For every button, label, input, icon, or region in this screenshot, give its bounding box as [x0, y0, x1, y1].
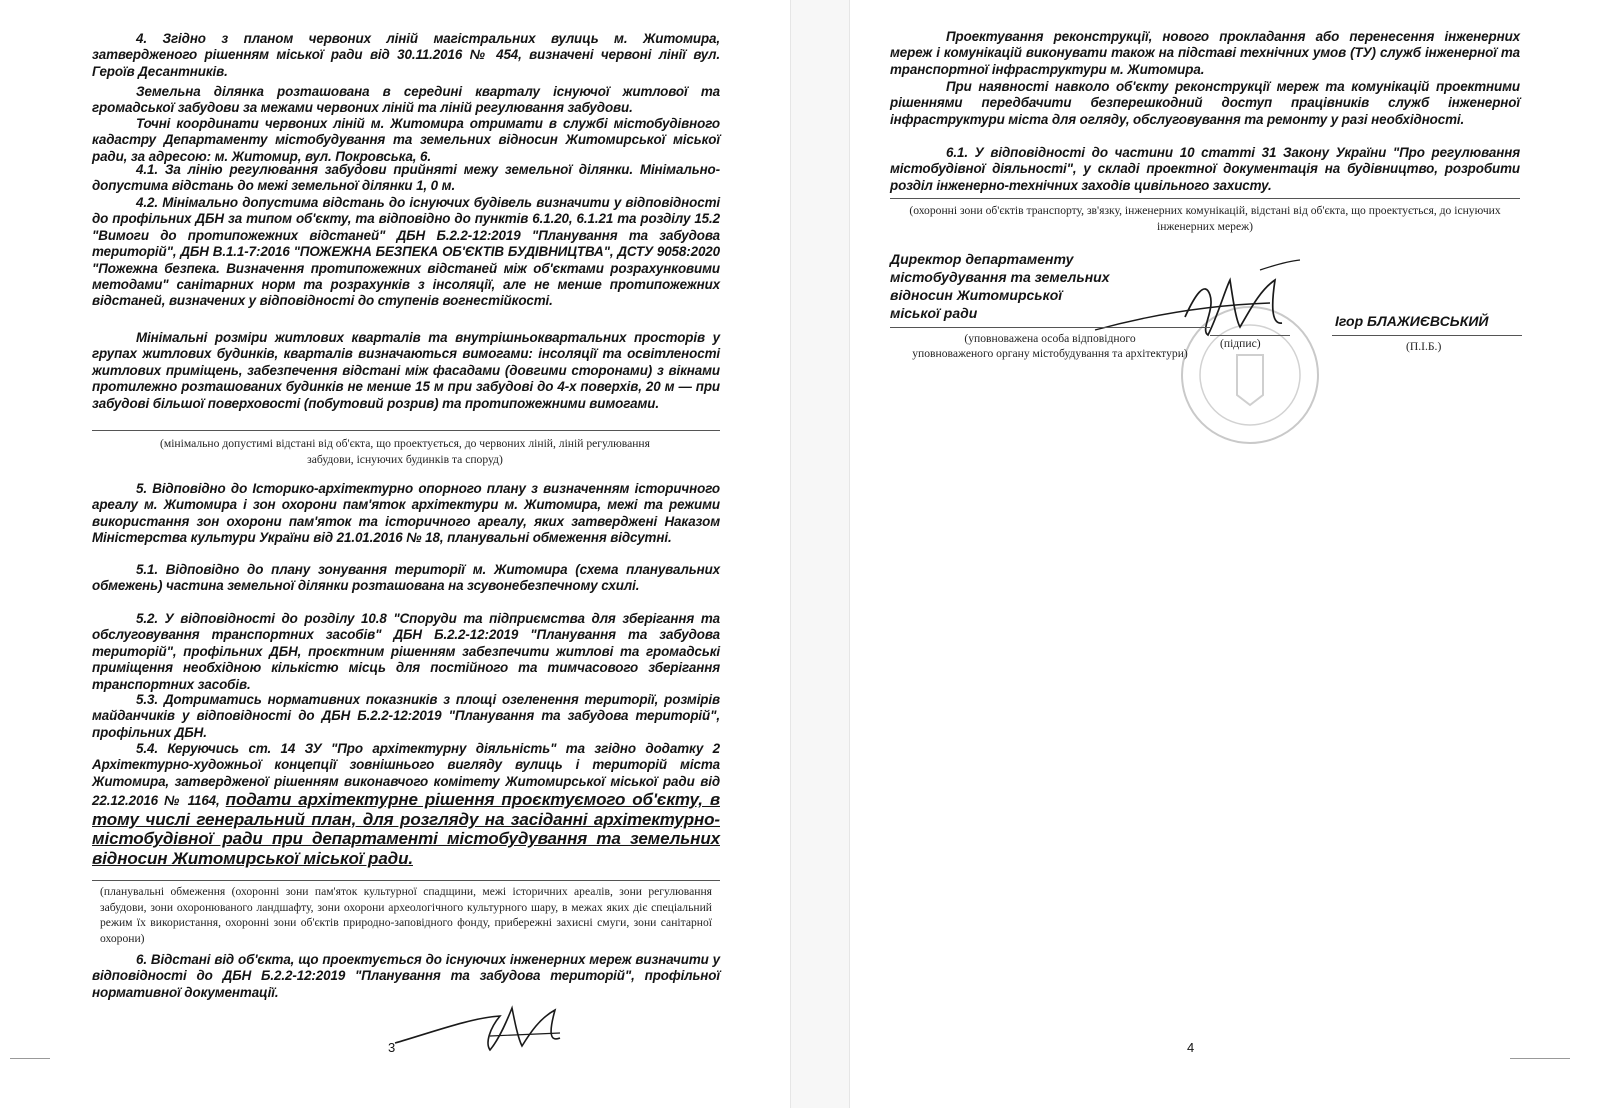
director-title — [890, 250, 1110, 322]
caption-min-distances: (мінімально допустимі відстані від об'єкта, що проектується, до червоних ліній, ліній регулювання забудови, існуючих будинків та споруд) — [160, 437, 650, 466]
caption-engineering-zones: (охоронні зони об'єктів транспорту, зв'язку, інженерних комунікацій, відстані від об'єкта, що проектується, до існуючих інженерних мереж) — [909, 204, 1501, 233]
paragraph-4-plot-location: Земельна ділянка розташована в середині кварталу існуючої житлової та громадської забудови за межами червоних ліній та ліній регулювання забудови. — [92, 84, 720, 116]
paragraph-6: 6. Відстані від об'єкта, що проектується до існуючих інженерних мереж визначити у відповідності до ДБН Б.2.2-12:2019 "Планування та забудова територій", профільної нормативної документації. — [92, 952, 720, 1000]
paragraph-5-4-text: 5.4. Керуючись ст. 14 ЗУ "Про архітектурну діяльність" та згідно додатку 2 Архітектурно-художньої концепції зовнішнього вигляду вулиць і територій міста Житомира, затвердженої рішенням виконавчого комітету Житомирської міської ради від 22.12.2016 № 1164, — [92, 741, 720, 809]
paragraph-6-networks: Проектування реконструкції, нового прокладання або перенесення інженерних мереж і комунікацій виконувати також на підставі технічних умов (ТУ) служб інженерної та транспортної інфраструктури м. Житомира. — [890, 29, 1520, 77]
page-number: 3 — [388, 1040, 396, 1055]
page-4 — [850, 0, 1600, 1108]
page-number: 4 — [1187, 1040, 1195, 1055]
paragraph-5-4 — [92, 741, 720, 868]
caption-signature: (підпис) — [1220, 337, 1261, 350]
caption-authorized-line-2: уповноваженого органу містобудування та архітектури) — [912, 347, 1188, 360]
paragraph-4-2: 4.2. Мінімально допустима відстань до існуючих будівель визначити у відповідності до профільних ДБН за типом об'єкту, та відповідно до пунктів 6.1.20, 6.1.21 та розділу 15.2 "Вимоги до протипожежних відстаней" ДБН Б.2.2-12:2019 "Планування та забудова територій", ДБН В.1.1-7:2016 "ПОЖЕЖНА БЕЗПЕКА ОБ'ЄКТІВ БУДІВНИЦТВА", ДСТУ 9058:2020 "Пожежна безпека. Визначення протипожежних відстаней між об'єктами розрахунковими методами" санітарних норм та розрахунків з інсоляції, але не менше протипожежних відстаней, визначених у відповідності до ступенів вогнестійкості. — [92, 195, 720, 309]
divider-line-2 — [92, 880, 720, 881]
director-line-3: відносин Житомирської — [890, 287, 1063, 303]
bottom-edge-mark — [10, 1058, 50, 1059]
paragraph-5: 5. Відповідно до Історико-архітектурно опорного плану з визначенням історичного ареалу м. Житомира і зон охорони пам'яток архітектури м. Житомира, межі та режими використання зон охорони пам'яток та історичного ареалу, яких затверджені Наказом Міністерства культури України від 21.01.2016 № 18, планувальні обмеження відсутні. — [92, 481, 720, 546]
divider-line-1 — [92, 430, 720, 431]
caption-authorized-person — [890, 331, 1210, 361]
paragraph-4-2-min-sizes: Мінімальні розміри житлових кварталів та внутрішньоквартальних просторів у групах житлових будинків, кварталів визначаються вимогами: інсоляції та освітленості житлових приміщень, забезпечення відстані між фасадами (довгими сторонами) з вікнами протилежно розташованих будинків не менше 15 м при забудові до 4-х поверхів, 20 м — при забудові більшої поверховості (побутовий розрив) та протипожежними вимогами. — [92, 330, 720, 411]
authority-line — [890, 327, 1210, 328]
paragraph-4-1: 4.1. За лінію регулювання забудови прийняті межу земельної ділянки. Мінімально-допустима відстань до межі земельної ділянки 1, 0 м. — [92, 162, 720, 194]
paragraph-5-3: 5.3. Дотриматись нормативних показників з площі озеленення території, розмірів майданчиків у відповідності до ДБН Б.2.2-12:2019 "Планування та забудова територій", профільних ДБН. — [92, 692, 720, 740]
divider-line — [890, 198, 1520, 199]
paragraph-6-access: При наявності навколо об'єкту реконструкції мереж та комунікацій проектними рішеннями передбачити безперешкодний доступ працівників служб інженерної інфраструктури міста для огляду, обслуговування та ремонту у разі необхідності. — [890, 79, 1520, 127]
director-name: Ігор БЛАЖИЄВСЬКИЙ — [1335, 313, 1489, 329]
caption-planning-restrictions: (планувальні обмеження (охоронні зони пам'яток культурної спадщини, межі історичних ареалів, зони регулювання забудови, зони охоронюваного ландшафту, зони охорони археологічного культурного шару, в межах яких діє спеціальний режим їх використання, охоронні зони об'єктів природно-заповідного фонду, прибережні захисні смуги, зони санітарної охорони) — [100, 885, 712, 945]
signature-mark-page-3 — [390, 988, 590, 1068]
bottom-edge-mark — [1510, 1058, 1570, 1059]
paragraph-5-1: 5.1. Відповідно до плану зонування території м. Житомира (схема планувальних обмежень) частина земельної ділянки розташована на зсувонебезпечному схилі. — [92, 562, 720, 594]
paragraph-5-4-underlined: подати архітектурне рішення проєктуємого об'єкту, в тому числі генеральний план, для розгляду на засіданні архітектурно-містобудівної ради при департаменті містобудування та земельних відносин Житомирської міської ради. — [92, 790, 720, 868]
paragraph-4-coordinates: Точні координати червоних ліній м. Житомира отримати в службі містобудівного кадастру Департаменту містобудування та земельних відносин Житомирської міської ради, за адресою: м. Житомир, вул. Покровська, 6. — [92, 116, 720, 164]
page-3 — [0, 0, 790, 1108]
caption-full-name: (П.І.Б.) — [1406, 340, 1442, 353]
name-line — [1332, 335, 1522, 336]
director-line-4: міської ради — [890, 305, 978, 321]
director-line-1: Директор департаменту — [890, 251, 1074, 267]
director-line-2: містобудування та земельних — [890, 269, 1110, 285]
caption-authorized-line-1: (уповноважена особа відповідного — [964, 332, 1136, 345]
paragraph-5-2: 5.2. У відповідності до розділу 10.8 "Споруди та підприємства для зберігання та обслуговування транспортних засобів" ДБН Б.2.2-12:2019 "Планування та забудова територій", профільних ДБН, проєктним рішенням забезпечити житлові та громадські приміщення необхідною кількістю місць для постійного та тимчасового зберігання транспортних засобів. — [92, 611, 720, 692]
paragraph-4: 4. Згідно з планом червоних ліній магістральних вулиць м. Житомира, затвердженого рішенням міської ради від 30.11.2016 № 454, визначені червоні лінії вул. Героїв Десантників. — [92, 31, 720, 79]
paragraph-6-1: 6.1. У відповідності до частини 10 статті 31 Закону України "Про регулювання містобудівної діяльності", у складі проектної документація на будівництво, розробити розділ інженерно-технічних заходів цивільного захисту. — [890, 145, 1520, 193]
